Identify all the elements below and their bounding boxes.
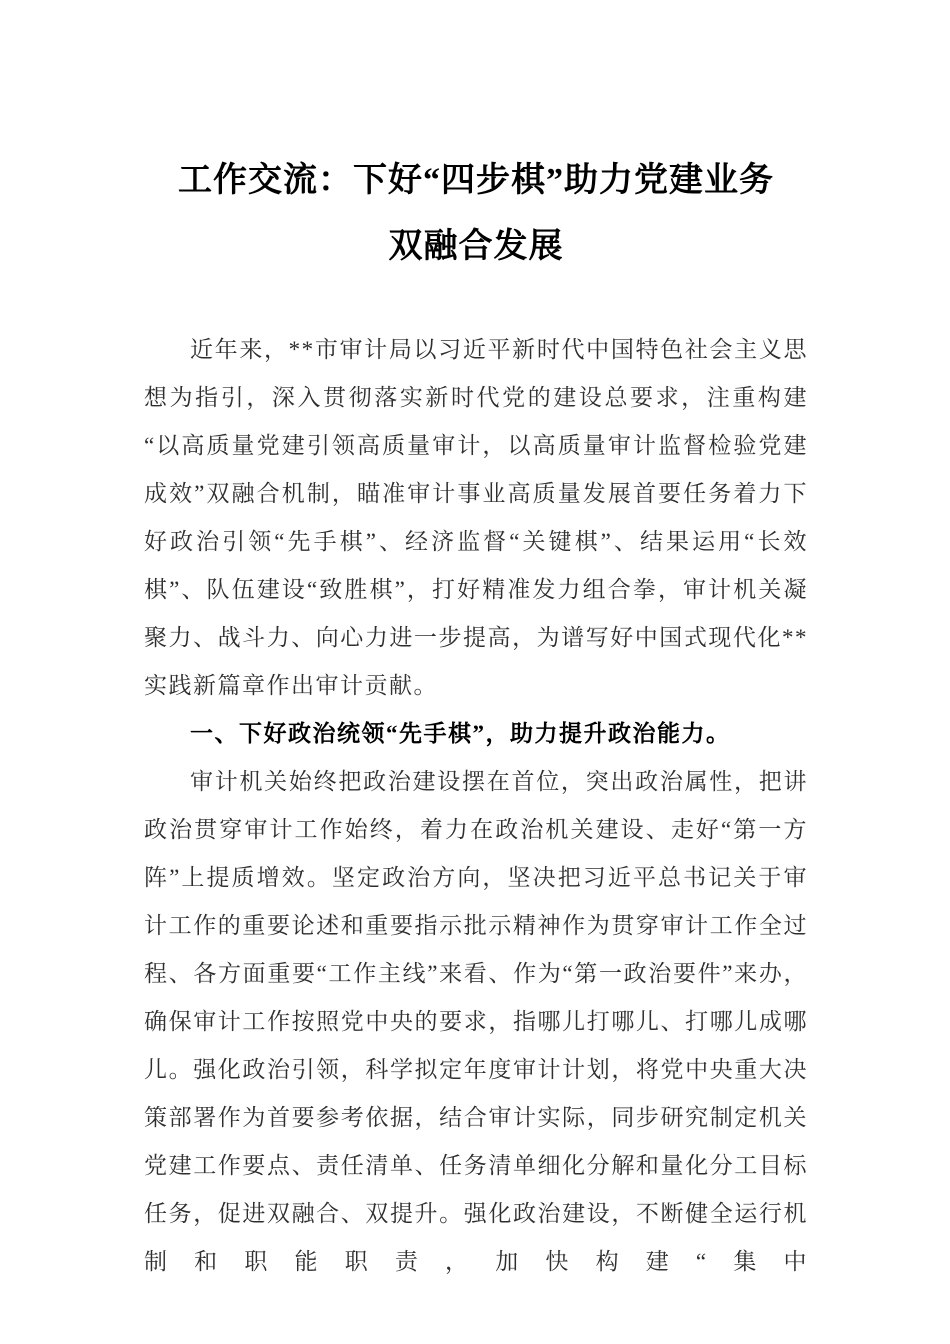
document-title-line-2: 双融合发展 xyxy=(388,228,564,265)
paragraph-section-1: 审计机关始终把政治建设摆在首位，突出政治属性，把讲政治贯穿审计工作始终，着力在政治机关建设、走好“第一方阵”上提质增效。坚定政治方向，坚决把习近平总书记关于审计工作的重要论述和重要指示批示精神作为贯穿审计工作全过程、各方面重要“工作主线”来看、作为“第一政治要件”来办，确保审计工作按照党中央的要求，指哪儿打哪儿、打哪儿成哪儿。强化政治引领，科学拟定年度审计计划，将党中央重大决策部署作为首要参考依据，结合审计实际，同步研究制定机关党建工作要点、责任清单、任务清单细化分解和量化分工目标任务，促进双融合、双提升。强化政治建设，不断健全运行机制和职能职责，加快构建“集中 xyxy=(144,769,808,1274)
paragraph-intro: 近年来，**市审计局以习近平新时代中国特色社会主义思想为指引，深入贯彻落实新时代党的建设总要求，注重构建“以高质量党建引领高质量审计，以高质量审计监督检验党建成效”双融合机制，瞄准审计事业高质量发展首要任务着力下好政治引领“先手棋”、经济监督“关键棋”、结果运用“长效棋”、队伍建设“致胜棋”，打好精准发力组合拳，审计机关凝聚力、战斗力、向心力进一步提高，为谱写好中国式现代化**实践新篇章作出审计贡献。 xyxy=(144,337,808,698)
document-title xyxy=(144,148,808,280)
document-title-line-1: 工作交流：下好“四步棋”助力党建业务 xyxy=(178,162,774,199)
section-heading-1: 一、下好政治统领“先手棋”，助力提升政治能力。 xyxy=(190,721,731,746)
